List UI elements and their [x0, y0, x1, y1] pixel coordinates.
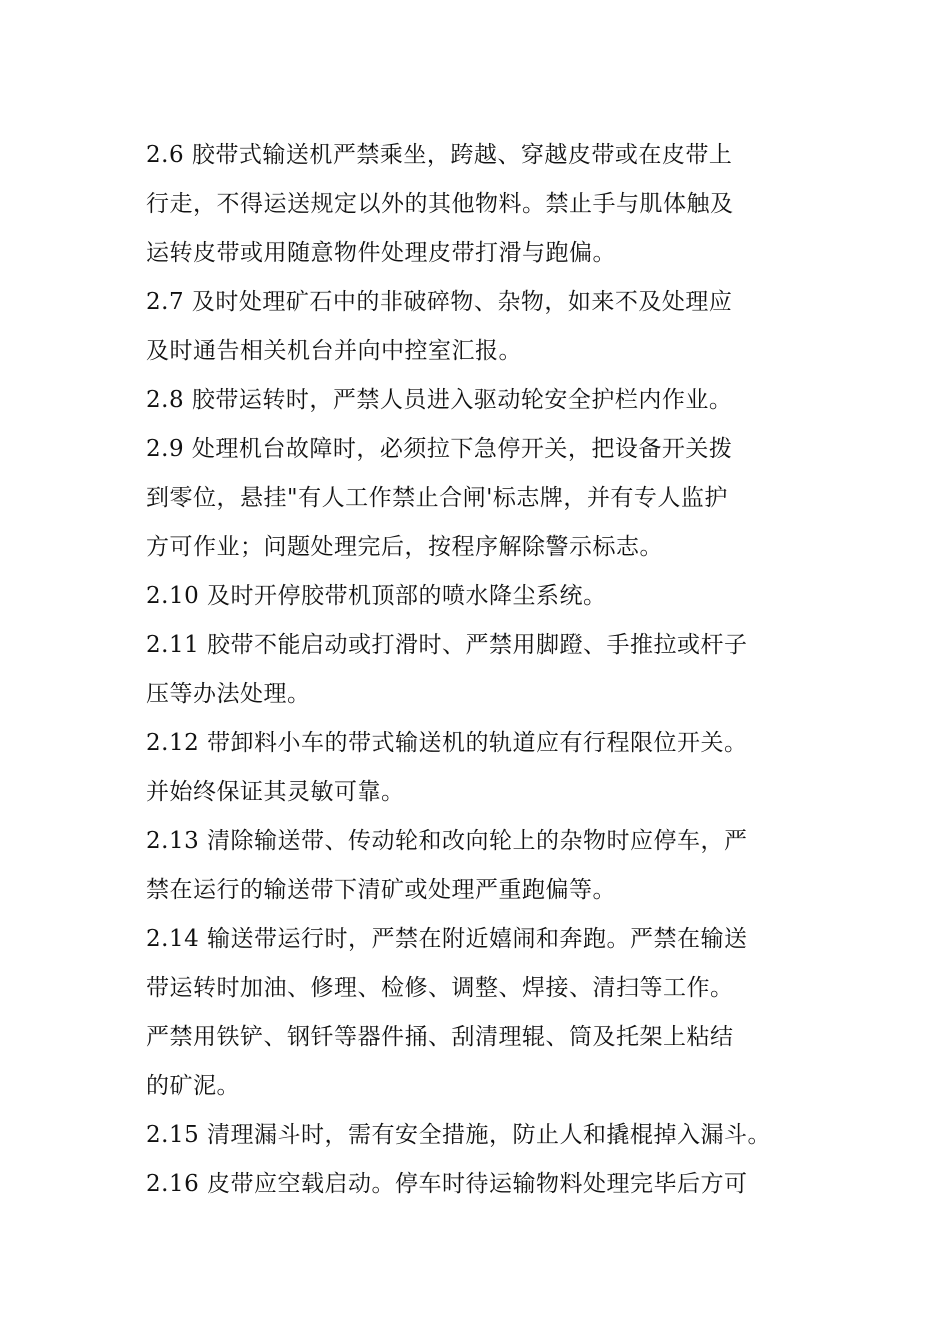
- text-line: 带运转时加油、修理、检修、调整、焊接、清扫等工作。: [146, 975, 734, 1001]
- text-line: 2.16 皮带应空载启动。停车时待运输物料处理完毕后方可: [146, 1171, 748, 1197]
- text-line: 2.14 输送带运行时，严禁在附近嬉闹和奔跑。严禁在输送: [146, 926, 748, 952]
- text-line: 2.11 胶带不能启动或打滑时、严禁用脚蹬、手推拉或杆子: [146, 632, 748, 658]
- text-line: 运转皮带或用随意物件处理皮带打滑与跑偏。: [146, 240, 616, 266]
- text-line: 并始终保证其灵敏可靠。: [146, 779, 405, 805]
- text-line: 2.6 胶带式输送机严禁乘坐，跨越、穿越皮带或在皮带上: [146, 142, 733, 168]
- text-line: 2.8 胶带运转时，严禁人员进入驱动轮安全护栏内作业。: [146, 387, 733, 413]
- text-line: 压等办法处理。: [146, 681, 311, 707]
- text-line: 禁在运行的输送带下清矿或处理严重跑偏等。: [146, 877, 616, 903]
- text-line: 严禁用铁铲、钢钎等器件捅、刮清理辊、筒及托架上粘结: [146, 1024, 734, 1050]
- text-line: 2.15 清理漏斗时，需有安全措施，防止人和撬棍掉入漏斗。: [146, 1122, 772, 1148]
- text-line: 方可作业；问题处理完后，按程序解除警示标志。: [146, 534, 663, 560]
- text-line: 2.13 清除输送带、传动轮和改向轮上的杂物时应停车，严: [146, 828, 748, 854]
- text-line: 的矿泥。: [146, 1073, 240, 1099]
- text-line: 2.10 及时开停胶带机顶部的喷水降尘系统。: [146, 583, 607, 609]
- text-line: 2.7 及时处理矿石中的非破碎物、杂物，如来不及处理应: [146, 289, 733, 315]
- text-line: 2.9 处理机台故障时，必须拉下急停开关，把设备开关拨: [146, 436, 733, 462]
- text-line: 2.12 带卸料小车的带式输送机的轨道应有行程限位开关。: [146, 730, 748, 756]
- document-body: [146, 131, 810, 1209]
- text-line: 行走，不得运送规定以外的其他物料。禁止手与肌体触及: [146, 191, 734, 217]
- text-line: 到零位，悬挂"有人工作禁止合闸'标志牌，并有专人监护: [146, 485, 728, 511]
- text-line: 及时通告相关机台并向中控室汇报。: [146, 338, 522, 364]
